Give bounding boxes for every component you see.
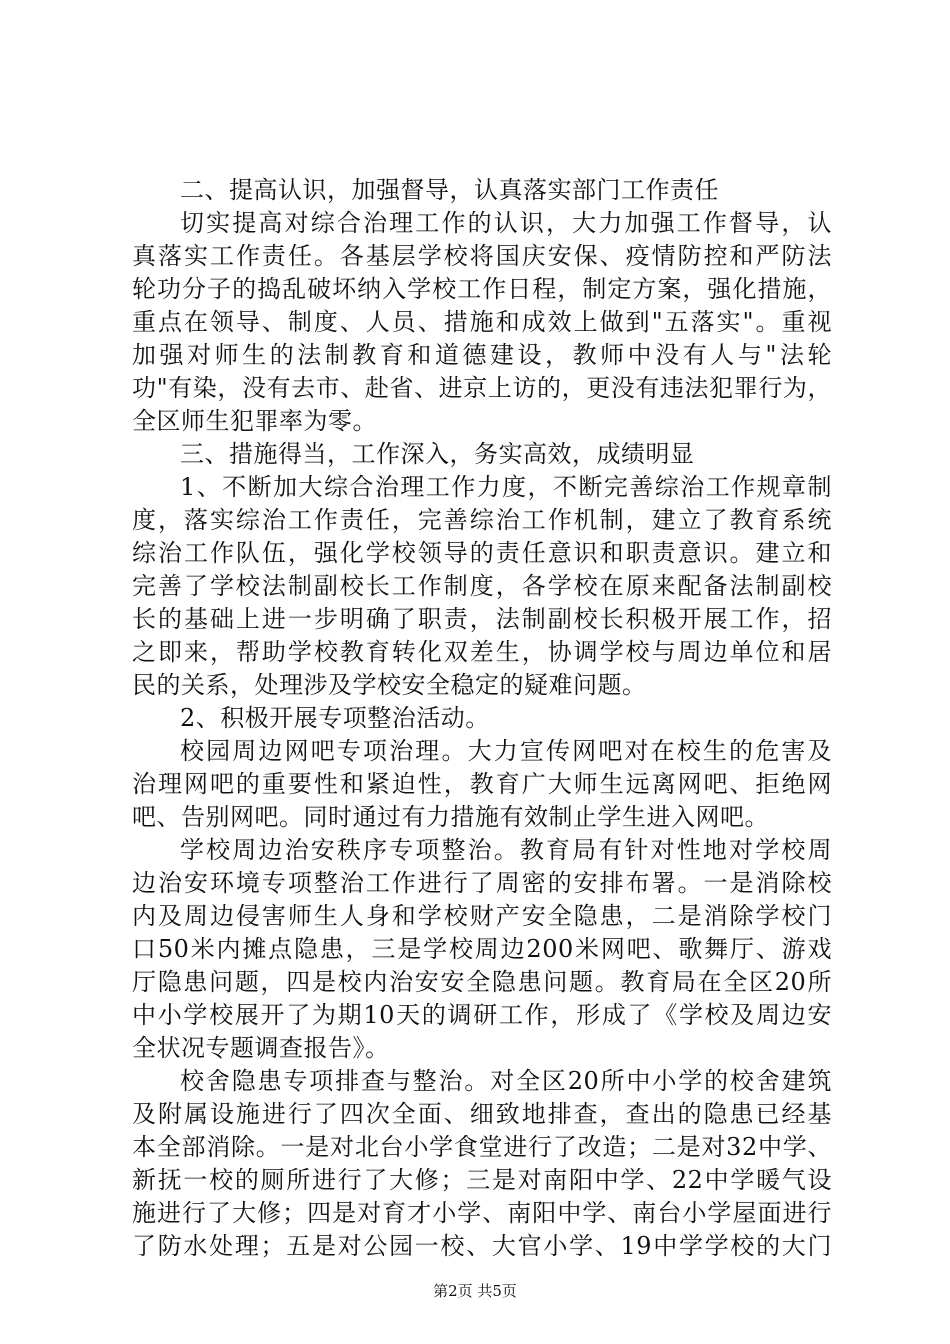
paragraph-line: 之即来，帮助学校教育转化双差生，协调学校与周边单位和居 [132,638,832,666]
paragraph-line: 学校周边治安秩序专项整治。教育局有针对性地对学校周 [180,836,832,864]
page-number-footer: 第2页 共5页 [433,1282,517,1300]
section-heading: 二、提高认识，加强督导，认真落实部门工作责任 [180,176,719,204]
paragraph-line: 1、不断加大综合治理工作力度，不断完善综治工作规章制 [180,473,832,501]
paragraph-line: 加强对师生的法制教育和道德建设，教师中没有人与"法轮 [132,341,832,369]
paragraph-line: 口50米内摊点隐患，三是学校周边200米网吧、歌舞厅、游戏 [132,935,832,963]
paragraph-line: 施进行了大修；四是对育才小学、南阳中学、南台小学屋面进行 [132,1199,832,1227]
paragraph-line: 重点在领导、制度、人员、措施和成效上做到"五落实"。重视 [132,308,832,336]
paragraph-line: 了防水处理；五是对公园一校、大官小学、19中学学校的大门 [132,1232,832,1260]
paragraph-line: 切实提高对综合治理工作的认识，大力加强工作督导，认 [180,209,832,237]
paragraph-line: 完善了学校法制副校长工作制度，各学校在原来配备法制副校 [132,572,832,600]
paragraph-line: 真落实工作责任。各基层学校将国庆安保、疫情防控和严防法 [132,242,832,270]
paragraph-line: 内及周边侵害师生人身和学校财产安全隐患，二是消除学校门 [132,902,832,930]
paragraph-line: 长的基础上进一步明确了职责，法制副校长积极开展工作，招 [132,605,832,633]
paragraph-line: 厅隐患问题，四是校内治安安全隐患问题。教育局在全区20所 [132,968,832,996]
paragraph-line: 校舍隐患专项排查与整治。对全区20所中小学的校舍建筑 [180,1067,832,1095]
section-heading: 三、措施得当，工作深入，务实高效，成绩明显 [180,440,695,468]
paragraph-line: 边治安环境专项整治工作进行了周密的安排布署。一是消除校 [132,869,832,897]
paragraph-line: 轮功分子的捣乱破坏纳入学校工作日程，制定方案，强化措施， [132,275,832,303]
subsection-heading: 2、积极开展专项整治活动。 [180,704,490,732]
paragraph-line: 功"有染，没有去市、赴省、进京上访的，更没有违法犯罪行为， [132,374,832,402]
paragraph-line: 中小学校展开了为期10天的调研工作，形成了《学校及周边安 [132,1001,832,1029]
paragraph-line: 治理网吧的重要性和紧迫性，教育广大师生远离网吧、拒绝网 [132,770,832,798]
document-body [132,174,832,1263]
paragraph-line: 及附属设施进行了四次全面、细致地排查，查出的隐患已经基 [132,1100,832,1128]
paragraph-line: 全状况专题调查报告》。 [132,1034,390,1062]
paragraph-line: 新抚一校的厕所进行了大修；三是对南阳中学、22中学暖气设 [132,1166,832,1194]
paragraph-line: 全区师生犯罪率为零。 [132,407,377,435]
paragraph-line: 吧、告别网吧。同时通过有力措施有效制止学生进入网吧。 [132,803,769,831]
paragraph-line: 校园周边网吧专项治理。大力宣传网吧对在校生的危害及 [180,737,832,765]
paragraph-line: 民的关系，处理涉及学校安全稳定的疑难问题。 [132,671,647,699]
paragraph-line: 综治工作队伍，强化学校领导的责任意识和职责意识。建立和 [132,539,832,567]
paragraph-line: 本全部消除。一是对北台小学食堂进行了改造；二是对32中学、 [132,1133,832,1161]
paragraph-line: 度，落实综治工作责任，完善综治工作机制，建立了教育系统 [132,506,832,534]
